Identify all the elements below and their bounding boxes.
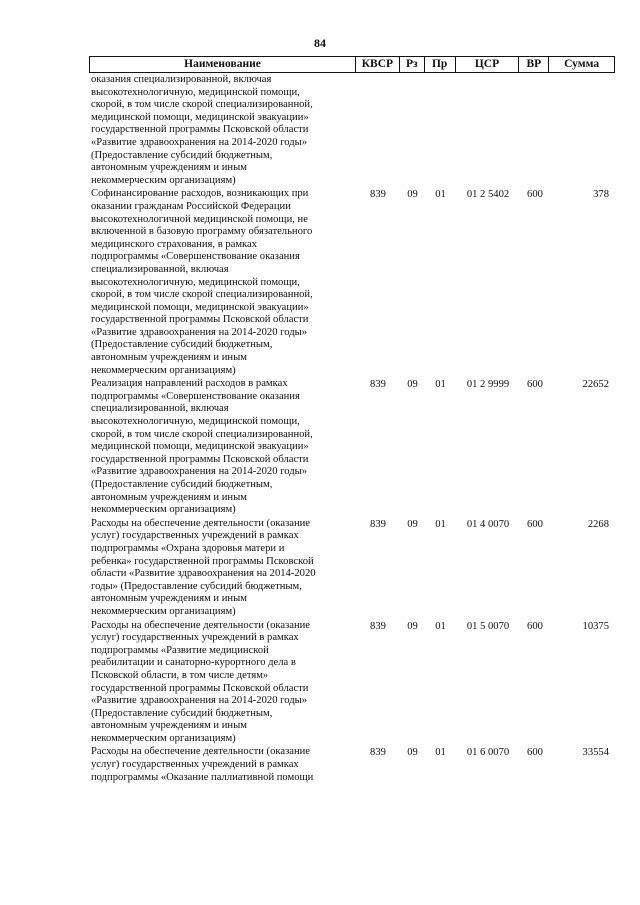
row-name-line: годы» (Предоставление субсидий бюджетным,: [91, 580, 302, 592]
header-name: Наименование: [90, 57, 356, 72]
header-kvsr: КВСР: [356, 57, 400, 72]
row-sum: 33554: [582, 747, 609, 759]
page-number: 84: [314, 36, 326, 50]
row-name-line: услуг) государственных учреждений в рамках: [91, 530, 299, 542]
row-name: [89, 746, 356, 784]
row-name-line: государственной программы Псковской области: [91, 314, 309, 326]
row-vr: 600: [527, 518, 543, 530]
row-name-line: (Предоставление субсидий бюджетным,: [91, 707, 273, 719]
row-name-line: медицинского страхования, в рамках: [91, 238, 258, 250]
row-rz: 09: [407, 620, 418, 632]
row-name-line: Софинансирование расходов, возникающих при: [91, 188, 309, 200]
row-name-line: некоммерческим организациям): [91, 732, 236, 744]
row-name-line: подпрограммы «Развитие медицинской: [91, 644, 269, 656]
row-vr: 600: [527, 379, 543, 391]
row-name: [89, 620, 356, 746]
row-name-line: высокотехнологичной медицинской помощи, не: [91, 213, 308, 225]
row-csr: 01 5 0070: [466, 620, 510, 632]
row-name-line: подпрограммы «Охрана здоровья матери и: [91, 542, 285, 554]
table-row: [89, 746, 615, 784]
row-rz: 09: [407, 747, 418, 759]
row-name: [89, 378, 356, 517]
row-name: [89, 188, 356, 377]
row-name-line: высокотехнологичную, медицинской помощи,: [91, 86, 300, 98]
row-name-line: реабилитации и санаторно-курортного дела в: [91, 657, 296, 669]
row-rz: 09: [407, 379, 418, 391]
row-pr: 01: [435, 620, 446, 632]
row-name-line: Псковской области, в том числе детям»: [91, 669, 269, 681]
row-name-line: подпрограммы «Совершенствование оказания: [91, 390, 300, 402]
row-name-line: услуг) государственных учреждений в рамках: [91, 632, 299, 644]
row-name-line: государственной программы Псковской области: [91, 682, 309, 694]
row-vr: 600: [527, 747, 543, 759]
row-kvsr: 839: [370, 620, 386, 632]
table-body: [89, 74, 615, 784]
row-name: [89, 74, 356, 187]
row-name-line: «Развитие здравоохранения на 2014-2020 годы»: [91, 136, 308, 148]
row-name-line: медицинской помощи, медицинской эвакуации»: [91, 111, 309, 123]
row-csr: 01 6 0070: [466, 747, 510, 759]
row-name-line: скорой, в том числе скорой специализированной,: [91, 99, 313, 111]
row-name-line: высокотехнологичную, медицинской помощи,: [91, 416, 300, 428]
row-name-line: ребенка» государственной программы Псковской: [91, 555, 314, 567]
row-csr: 01 2 5402: [466, 189, 510, 201]
row-csr: [456, 74, 520, 187]
row-name-line: Расходы на обеспечение деятельности (оказание: [91, 619, 310, 631]
row-kvsr: 839: [370, 189, 386, 201]
row-sum: [550, 74, 615, 187]
row-csr: 01 4 0070: [466, 518, 510, 530]
row-name-line: области «Развитие здравоохранения на 2014-2020: [91, 568, 316, 580]
row-rz: [400, 74, 425, 187]
row-name-line: «Развитие здравоохранения на 2014-2020 годы»: [91, 466, 308, 478]
row-pr: 01: [435, 379, 446, 391]
row-name-line: автономным учреждениям и иным: [91, 352, 247, 364]
row-pr: 01: [435, 747, 446, 759]
row-pr: 01: [435, 189, 446, 201]
row-vr: 600: [527, 189, 543, 201]
row-name-line: государственной программы Псковской области: [91, 124, 309, 136]
row-name-line: некоммерческим организациям): [91, 605, 236, 617]
row-name-line: автономным учреждениям и иным: [91, 162, 247, 174]
row-name-line: скорой, в том числе скорой специализированной,: [91, 289, 313, 301]
row-name-line: оказании гражданам Российской Федерации: [91, 200, 291, 212]
row-sum: 10375: [582, 620, 609, 632]
table-row: [89, 188, 615, 377]
row-name-line: «Развитие здравоохранения на 2014-2020 годы»: [91, 695, 308, 707]
row-name-line: Расходы на обеспечение деятельности (оказание: [91, 517, 310, 529]
row-pr: [425, 74, 456, 187]
table-row: [89, 74, 615, 187]
row-name-line: Реализация направлений расходов в рамках: [91, 378, 288, 390]
table-row: [89, 378, 615, 517]
row-name-line: специализированной, включая: [91, 263, 229, 275]
row-name: [89, 518, 356, 619]
row-name-line: государственной программы Псковской области: [91, 453, 309, 465]
row-name-line: скорой, в том числе скорой специализированной,: [91, 428, 313, 440]
row-name-line: включенной в базовую программу обязательного: [91, 226, 313, 238]
row-vr: [520, 74, 550, 187]
row-name-line: (Предоставление субсидий бюджетным,: [91, 339, 273, 351]
row-name-line: подпрограммы «Совершенствование оказания: [91, 251, 300, 263]
row-sum: 378: [593, 189, 609, 201]
table-row: [89, 620, 615, 746]
row-csr: 01 2 9999: [466, 379, 510, 391]
row-vr: 600: [527, 620, 543, 632]
header-sum: Сумма: [564, 58, 600, 70]
row-sum: 2268: [587, 518, 609, 530]
row-name-line: подпрограммы «Оказание паллиативной помощи: [91, 771, 314, 783]
table-row: [89, 518, 615, 619]
row-pr: 01: [435, 518, 446, 530]
row-name-line: некоммерческим организациям): [91, 174, 236, 186]
row-kvsr: 839: [370, 379, 386, 391]
row-name-line: некоммерческим организациям): [91, 364, 236, 376]
row-name-line: оказания специализированной, включая: [91, 74, 272, 85]
row-kvsr: 839: [370, 518, 386, 530]
header-pr: Пр: [425, 57, 456, 72]
row-rz: 09: [407, 518, 418, 530]
row-name-line: медицинской помощи, медицинской эвакуации»: [91, 301, 309, 313]
row-name-line: (Предоставление субсидий бюджетным,: [91, 479, 273, 490]
budget-table: [89, 56, 615, 784]
row-name-line: автономным учреждениям и иным: [91, 720, 247, 732]
header-rz: Рз: [400, 57, 425, 72]
table-header: [89, 56, 615, 73]
header-vr: ВР: [519, 57, 549, 72]
row-sum: 22652: [582, 379, 609, 391]
row-name-line: некоммерческим организациям): [91, 504, 236, 516]
row-name-line: (Предоставление субсидий бюджетным,: [91, 149, 273, 161]
row-name-line: услуг) государственных учреждений в рамках: [91, 759, 299, 771]
row-kvsr: 839: [370, 747, 386, 759]
row-name-line: медицинской помощи, медицинской эвакуации»: [91, 441, 309, 453]
header-csr: ЦСР: [456, 57, 520, 72]
row-name-line: Расходы на обеспечение деятельности (оказание: [91, 746, 310, 758]
row-rz: 09: [407, 189, 418, 201]
row-name-line: высокотехнологичную, медицинской помощи,: [91, 276, 300, 288]
row-name-line: «Развитие здравоохранения на 2014-2020 годы»: [91, 326, 308, 338]
row-kvsr: [356, 74, 400, 187]
row-name-line: автономным учреждениям и иным: [91, 593, 247, 605]
row-name-line: автономным учреждениям и иным: [91, 491, 247, 503]
row-name-line: специализированной, включая: [91, 403, 229, 415]
